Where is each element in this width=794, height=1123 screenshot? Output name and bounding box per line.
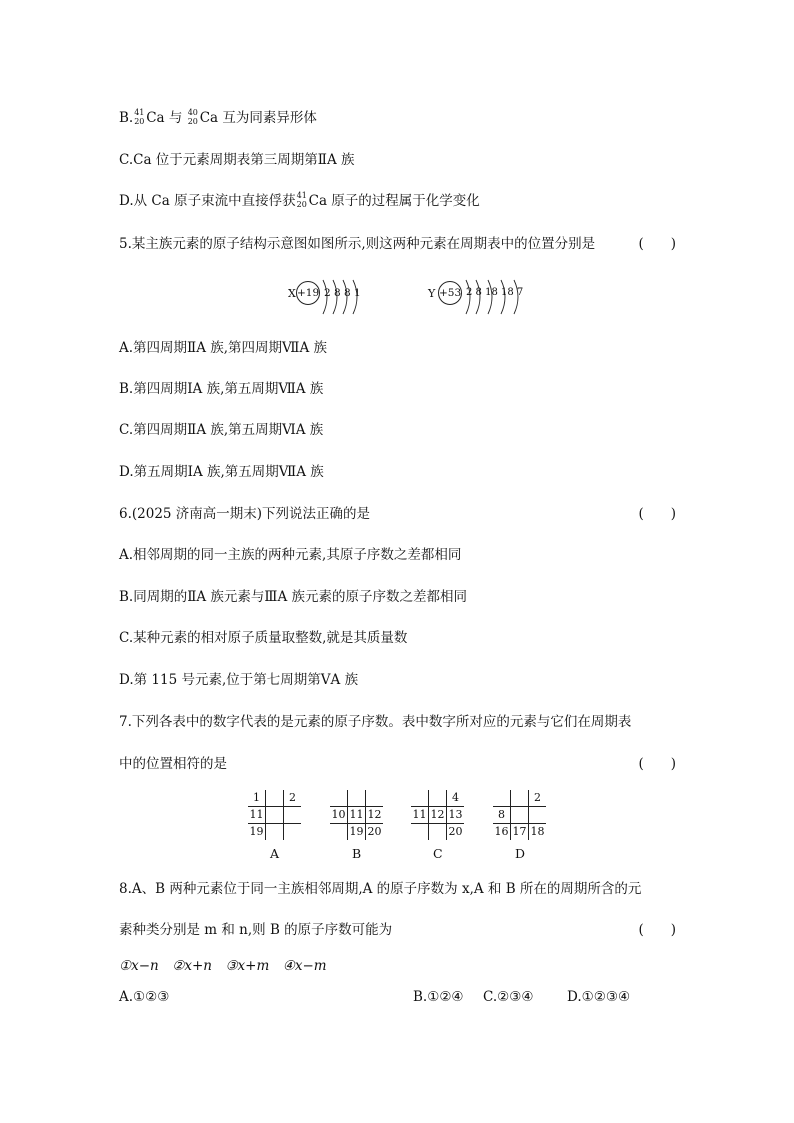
q5-option-b: B.第四周期ⅠA 族,第五周期ⅦA 族 <box>119 381 324 397</box>
table-cell: 10 <box>330 807 348 824</box>
atomic-number: 20 <box>134 117 145 126</box>
table-cell <box>284 807 302 824</box>
table-cell: 19 <box>249 825 264 838</box>
table-cell: 12 <box>429 807 447 824</box>
table-cell: 11 <box>348 807 366 824</box>
q4-option-d <box>119 192 480 210</box>
atomic-number: 20 <box>187 117 198 126</box>
period-table-caption: D <box>515 846 526 861</box>
q6-option-d: D.第 115 号元素,位于第七周期第ⅤA 族 <box>119 672 359 688</box>
q8-answer-bracket: ( ) <box>638 922 676 938</box>
table-cell: 20 <box>448 825 463 838</box>
atom-y-nucleus: +53 <box>438 281 462 305</box>
table-cell: 18 <box>530 825 545 838</box>
q4-option-d-tail: Ca 原子的过程属于化学变化 <box>308 193 480 209</box>
table-cell <box>266 807 284 824</box>
q4-option-b-tail: Ca 互为同素异形体 <box>199 110 317 126</box>
q8-option-a: A.①②③ <box>119 989 170 1005</box>
table-cell <box>366 790 384 807</box>
table-cell <box>529 807 547 824</box>
mass-number: 40 <box>187 108 198 117</box>
table-cell: 12 <box>366 807 384 824</box>
q8-option-d: D.①②③④ <box>567 989 631 1005</box>
q5-option-a: A.第四周期ⅡA 族,第四周期ⅦA 族 <box>119 340 328 356</box>
isotope-notation <box>187 109 200 127</box>
atom-diagram-y <box>428 281 528 313</box>
period-table-d <box>493 790 546 840</box>
q6-stem: 6.(2025 济南高一期末)下列说法正确的是 <box>119 506 371 522</box>
table-cell: 16 <box>494 825 509 838</box>
period-table-a <box>248 790 301 840</box>
q7-answer-bracket: ( ) <box>638 756 676 772</box>
table-cell: 2 <box>284 790 302 807</box>
atom-x-shells: 2 8 8 1 <box>324 287 361 299</box>
table-cell: 20 <box>367 825 382 838</box>
table-cell: 19 <box>349 825 364 838</box>
table-cell <box>266 824 284 841</box>
q5-option-c: C.第四周期ⅡA 族,第五周期ⅥA 族 <box>119 422 324 438</box>
q4-option-b <box>119 109 317 127</box>
table-cell <box>429 824 447 841</box>
atom-y-label: Y <box>428 287 436 300</box>
period-table-c <box>411 790 464 840</box>
q6-option-b: B.同周期的ⅡA 族元素与ⅢA 族元素的原子序数之差都相同 <box>119 589 467 605</box>
table-cell: 8 <box>493 807 511 824</box>
q7-stem-line1: 7.下列各表中的数字代表的是元素的原子序数。表中数字所对应的元素与它们在周期表 <box>119 714 632 730</box>
table-cell: 2 <box>529 790 547 807</box>
q4-option-b-mid: Ca 与 <box>146 110 187 126</box>
table-cell: 17 <box>512 825 527 838</box>
q8-stem-line2: 素种类分别是 m 和 n,则 B 的原子序数可能为 <box>119 922 393 938</box>
period-table-caption: B <box>352 846 362 861</box>
atom-y-shells: 2 8 18 18 7 <box>466 287 524 298</box>
table-cell <box>330 790 348 807</box>
table-cell <box>266 790 284 807</box>
table-cell <box>330 824 348 841</box>
atomic-number: 20 <box>296 200 307 209</box>
q8-stem-line1: 8.A、B 两种元素位于同一主族相邻周期,A 的原子序数为 x,A 和 B 所在的周期所含的元 <box>119 881 642 897</box>
table-cell <box>511 807 529 824</box>
table-cell <box>429 790 447 807</box>
table-cell: 4 <box>447 790 465 807</box>
isotope-notation <box>133 109 146 127</box>
q6-option-c: C.某种元素的相对原子质量取整数,就是其质量数 <box>119 630 408 646</box>
table-cell: 13 <box>447 807 465 824</box>
q5-answer-bracket: ( ) <box>638 236 676 252</box>
q6-option-a: A.相邻周期的同一主族的两种元素,其原子序数之差都相同 <box>119 547 462 563</box>
mass-number: 41 <box>134 108 145 117</box>
table-cell <box>411 824 429 841</box>
atom-x-label: X <box>288 287 296 300</box>
table-cell <box>493 790 511 807</box>
q5-option-d: D.第五周期ⅠA 族,第五周期ⅦA 族 <box>119 464 324 480</box>
q6-answer-bracket: ( ) <box>638 506 676 522</box>
period-table-caption: A <box>270 846 280 861</box>
table-cell <box>411 790 429 807</box>
q8-option-c: C.②③④ <box>483 989 534 1005</box>
q4-option-c: C.Ca 位于元素周期表第三周期第ⅡA 族 <box>119 152 355 168</box>
q8-choices: ①x−n ②x+n ③x+m ④x−m <box>119 958 327 974</box>
q4-option-d-pre: D.从 Ca 原子束流中直接俘获 <box>119 193 296 209</box>
table-cell <box>348 790 366 807</box>
q5-stem: 5.某主族元素的原子结构示意图如图所示,则这两种元素在周期表中的位置分别是 <box>119 236 596 252</box>
atom-x-nucleus: +19 <box>296 281 320 305</box>
period-table-b <box>330 790 383 840</box>
period-table-caption: C <box>433 846 443 861</box>
table-cell <box>511 790 529 807</box>
isotope-notation <box>296 192 309 210</box>
table-cell <box>284 824 302 841</box>
table-cell: 1 <box>248 790 266 807</box>
atom-diagram-x <box>288 281 368 313</box>
table-cell: 11 <box>411 807 429 824</box>
q4-option-b-prefix: B. <box>119 110 134 126</box>
table-cell: 11 <box>248 807 266 824</box>
mass-number: 41 <box>296 191 307 200</box>
q8-option-b: B.①②④ <box>413 989 464 1005</box>
q7-stem-line2: 中的位置相符的是 <box>119 756 227 772</box>
